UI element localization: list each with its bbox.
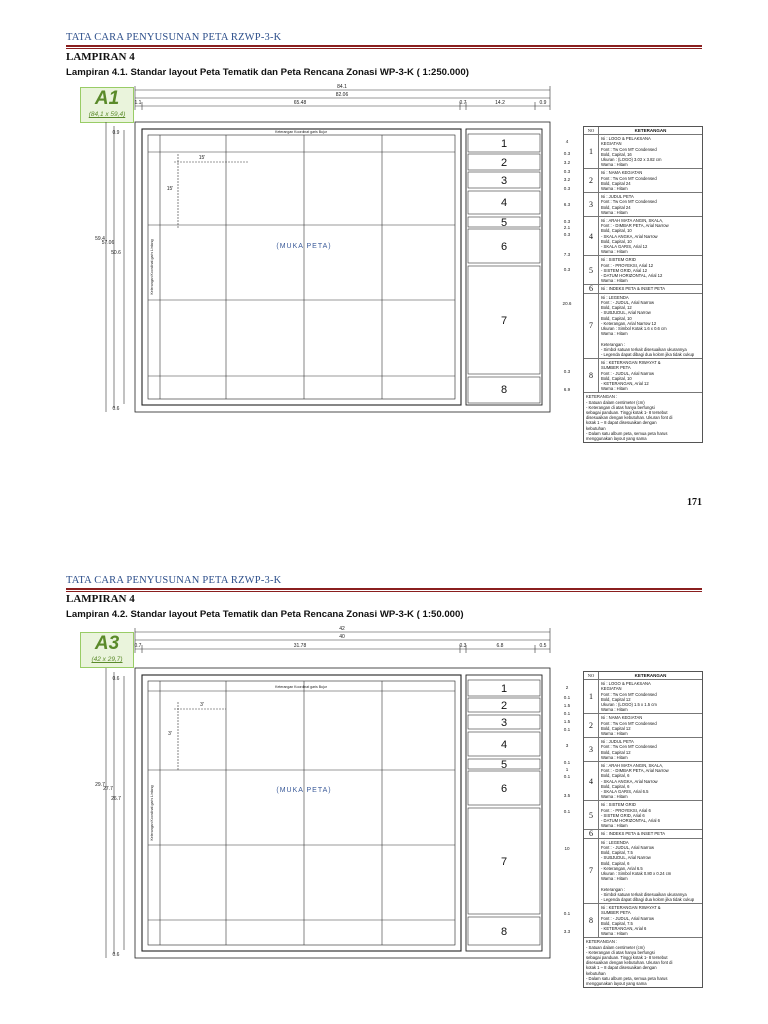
legend-row — [584, 800, 702, 829]
right-dim-5: 3.2 — [563, 177, 571, 182]
legend-header-row — [584, 127, 702, 134]
legend-row-text: Isi : NAMA KEGIATAN Font : Tw Cen MT Condensed Bold, Capital 12 Warna : Hitam — [601, 715, 657, 737]
legend-row-text: Isi : KETERANGAN RIWAYAT & SUMBER PETA Font : - JUDUL, Arial Narrow Bold, Capital, 7.5 - KETERANGAN, Arial 6 Warna : Hitam — [601, 905, 661, 937]
right-dim-13: 10 — [564, 846, 570, 851]
dim-seg-1: 1.1 — [134, 100, 142, 106]
legend-row-text: Isi : SISTEM GRID Font : - PROYEKSI, Arial 12 - SISTEM GRID, Arial 12 - DATUM HORIZONTAL, Arial 12 Warna : Hitam — [601, 257, 663, 284]
legend-row — [584, 168, 702, 192]
dim-bottom-margin: 0.6 — [112, 952, 120, 958]
legend-row-no: 3 — [584, 193, 599, 216]
right-dim-3: 3.2 — [563, 160, 571, 165]
legend-row-no: 1 — [584, 680, 599, 713]
right-dim-5: 1.5 — [563, 719, 571, 724]
legend-row-text: Isi : LOGO & PELAKSANA KEGIATAN Font : Tw Cen MT Condensed Bold, Capital 12 Ukuran : (LOGO) 1.5 x 1.5 cm Warna : Hitam — [601, 681, 657, 713]
dim-frame-height: 50.6 — [111, 250, 121, 256]
right-dim-4: 0.1 — [563, 711, 571, 716]
grid-h-label: 15' — [198, 155, 206, 161]
page-number: 171 — [687, 497, 702, 508]
frame-top-label: Keterangan Koordinat garis Bujur — [275, 130, 327, 134]
legend-row-no: 8 — [584, 904, 599, 937]
header-rule — [66, 45, 702, 47]
dim-seg-2: 31.78 — [293, 643, 307, 649]
right-dim-15: 3.3 — [563, 929, 571, 934]
dim-frame-height: 26.7 — [111, 796, 121, 802]
panel-box-4: 4 — [500, 739, 508, 751]
legend-header-row — [584, 672, 702, 679]
right-dim-14: 0.1 — [563, 911, 571, 916]
layout-drawing — [60, 80, 580, 440]
grid-v-label: 3' — [168, 731, 172, 737]
legend-table — [583, 126, 703, 443]
grid-v-label: 15' — [166, 186, 174, 192]
legend-row-no: 7 — [584, 839, 599, 903]
legend-row — [584, 737, 702, 761]
legend-row-text: Isi : ARAH MATA ANGIN, SKALA, Font : - DIMBAR PETA, Arial Narrow Bold, Capital, 10 - SKALA ANGKA, Arial Narrow Bold, Capital, 10 - SKALA GARIS, Arial 12 Warna : Hitam — [601, 218, 669, 255]
legend-row-no: 6 — [584, 830, 599, 837]
sheet-size: (42 x 29,7) — [91, 656, 123, 663]
panel-box-6: 6 — [500, 241, 508, 253]
layout-drawing — [60, 620, 580, 980]
header-title: TATA CARA PENYUSUNAN PETA RZWP-3-K — [66, 575, 282, 586]
legend-header-no: NO — [584, 672, 599, 679]
right-dim-11: 3.5 — [563, 793, 571, 798]
sheet-code: A3 — [94, 633, 120, 654]
dim-top-margin: 0.9 — [112, 130, 120, 136]
dim-total-height: 29.7 — [95, 782, 105, 788]
legend-row — [584, 679, 702, 713]
dim-seg-3: 0.7 — [459, 100, 467, 106]
panel-box-6: 6 — [500, 783, 508, 795]
legend-row — [584, 713, 702, 737]
figure-caption: Lampiran 4.2. Standar layout Peta Tematik dan Peta Rencana Zonasi WP-3-K ( 1:50.000) — [66, 609, 464, 620]
dim-total-width: 42 — [339, 626, 345, 632]
dim-seg-5: 0.5 — [539, 643, 547, 649]
legend-header-title: KETERANGAN — [634, 673, 667, 678]
legend-row — [584, 293, 702, 358]
legend-row-no: 4 — [584, 762, 599, 800]
panel-box-5: 5 — [500, 217, 508, 229]
frame-side-label: Keterangan Koordinat garis Lintang — [150, 239, 154, 295]
right-dim-9: 1 — [565, 767, 569, 772]
legend-row-no: 8 — [584, 359, 599, 392]
legend-row-text: Isi : NAMA KEGIATAN Font : Tw Cen MT Condensed Bold, Capital 24 Warna : Hitam — [601, 170, 657, 192]
legend-row — [584, 358, 702, 392]
sheet-code: A1 — [94, 88, 120, 109]
panel-box-1: 1 — [500, 683, 508, 695]
header-rule-thin — [66, 591, 702, 592]
right-dim-12: 0.3 — [563, 267, 571, 272]
right-dim-14: 0.3 — [563, 369, 571, 374]
panel-box-7: 7 — [500, 315, 508, 327]
panel-box-7: 7 — [500, 856, 508, 868]
legend-row — [584, 216, 702, 255]
legend-row-no: 5 — [584, 801, 599, 829]
dim-seg-4: 14.2 — [495, 100, 505, 106]
legend-header-title: KETERANGAN — [634, 128, 667, 133]
legend-row-no: 2 — [584, 714, 599, 737]
header-title: TATA CARA PENYUSUNAN PETA RZWP-3-K — [66, 32, 282, 43]
panel-box-2: 2 — [500, 157, 508, 169]
dim-seg-2: 65.48 — [293, 100, 307, 106]
panel-box-2: 2 — [500, 700, 508, 712]
right-dim-4: 0.3 — [563, 169, 571, 174]
legend-note: KETERANGAN : - Satuan dalam centimeter (cm) - Keterangan di atas hanya berfungsi sebagai panduan. Tinggi kotak 1- 8 tersebut disesuaikan dengan kebutuhan. Ukuran font di kotak 1 – 8 dapat disesuaikan dengan kebutuhan - Dalam satu album peta, semua peta harus menggunakan layout yang sama — [584, 392, 702, 442]
header-rule-thin — [66, 48, 702, 49]
sheet-size: (84,1 x 59,4) — [88, 111, 126, 118]
panel-box-3: 3 — [500, 175, 508, 187]
legend-row — [584, 255, 702, 284]
dim-seg-4: 6.8 — [496, 643, 504, 649]
frame-top-label: Keterangan Koordinat garis Bujur — [275, 685, 327, 689]
dim-inner-width: 82.06 — [335, 92, 349, 98]
dim-inner-width: 40 — [339, 634, 345, 640]
legend-row — [584, 761, 702, 800]
lampiran-label: LAMPIRAN 4 — [66, 593, 135, 605]
right-dim-1: 2 — [565, 685, 569, 690]
legend-row-no: 7 — [584, 294, 599, 358]
dim-total-height: 59.4 — [95, 236, 105, 242]
legend-row — [584, 829, 702, 837]
dim-top-margin: 0.6 — [112, 676, 120, 682]
legend-row-no: 1 — [584, 135, 599, 168]
right-dim-2: 0.3 — [563, 151, 571, 156]
legend-row-no: 5 — [584, 256, 599, 284]
panel-box-1: 1 — [500, 138, 508, 150]
legend-row-text: Isi : JUDUL PETA Font : Tw Cen MT Condensed Bold, Capital 24 Warna : Hitam — [601, 194, 657, 215]
legend-row — [584, 134, 702, 168]
panel-box-5: 5 — [500, 759, 508, 771]
legend-row — [584, 192, 702, 216]
legend-row-text: Isi : SISTEM GRID Font : - PROYEKSI, Arial 6 - SISTEM GRID, Arial 6 - DATUM HORIZONTAL, Arial 6 Warna : Hitam — [601, 802, 660, 829]
legend-row-text: Isi : JUDUL PETA Font : Tw Cen MT Condensed Bold, Capital 12 Warna : Hitam — [601, 739, 657, 760]
panel-box-3: 3 — [500, 717, 508, 729]
legend-row-no: 4 — [584, 217, 599, 255]
dim-inner-height: 27.7 — [103, 786, 113, 792]
right-dim-10: 0.3 — [563, 232, 571, 237]
right-dim-2: 0.1 — [563, 695, 571, 700]
grid-h-label: 3' — [200, 702, 204, 708]
dim-inner-height: 57.06 — [101, 240, 115, 246]
legend-row-text: Isi : LOGO & PELAKSANA KEGIATAN Font : Tw Cen MT Condensed Bold, Capital, 16 Ukuran : (LOGO) 3.02 x 3.82 cm Warna : Hitam — [601, 136, 662, 168]
right-dim-9: 2.1 — [563, 225, 571, 230]
right-dim-1: 4 — [565, 139, 569, 144]
map-face-label: (MUKA PETA) — [276, 787, 332, 794]
legend-row-no: 3 — [584, 738, 599, 761]
panel-box-8: 8 — [500, 384, 508, 396]
legend-row-text: Isi : INDEKS PETA & INSET PETA — [601, 831, 665, 837]
legend-note: KETERANGAN : - Satuan dalam centimeter (cm) - Keterangan di atas hanya berfungsi sebagai panduan. Tinggi kotak 1- 8 tersebut disesuaikan dengan kebutuhan. Ukuran font di kotak 1 – 8 dapat disesuaikan dengan kebutuhan - Dalam satu album peta, semua peta harus menggunakan layout yang sama — [584, 937, 702, 987]
panel-box-4: 4 — [500, 197, 508, 209]
right-dim-6: 0.3 — [563, 186, 571, 191]
header-rule — [66, 588, 702, 590]
right-dim-13: 20.6 — [562, 301, 572, 306]
legend-row — [584, 284, 702, 292]
lampiran-label: LAMPIRAN 4 — [66, 51, 135, 63]
dim-bottom-margin: 0.6 — [112, 406, 120, 412]
right-dim-6: 0.1 — [563, 727, 571, 732]
panel-box-8: 8 — [500, 926, 508, 938]
legend-table — [583, 671, 703, 988]
right-dim-10: 0.1 — [563, 774, 571, 779]
page-lampiran-4-2 — [0, 540, 768, 1024]
right-dim-15: 6.9 — [563, 387, 571, 392]
right-dim-11: 7.3 — [563, 252, 571, 257]
right-dim-8: 0.3 — [563, 219, 571, 224]
legend-row — [584, 838, 702, 903]
legend-row-text: Isi : LEGENDA Font : - JUDUL, Arial Narrow Bold, Capital, 7.5 - SUBJUDUL, Arial Narrow Bold, Capital, 6 - Keterangan, Arial 6.5 Ukuran : Simbol Kotak 0.80 x 0.24 cm Warna : Hitam Keterangan : - Simbol satuan terkait disesuaikan ukurannya - Legenda dapat dibagi dua kolom jika tidak cukup — [601, 839, 695, 902]
legend-row-no: 2 — [584, 169, 599, 192]
right-dim-8: 0.1 — [563, 760, 571, 765]
dim-seg-1: 0.7 — [134, 643, 142, 649]
legend-row-text: Isi : LEGENDA Font : - JUDUL, Arial Narrow Bold, Capital, 12 - SUBJUDUL, Arial Narrow Bold, Capital, 10 - Keterangan, Arial Narrow 12 Ukuran : Simbol Kotak 1.6 x 0.6 cm Warna : Hitam Keterangan : - Simbol satuan terkait disesuaikan ukurannya - Legenda dapat dibagi dua kolom jika tidak cukup — [601, 294, 695, 357]
frame-side-label: Keterangan Koordinat garis Lintang — [150, 785, 154, 841]
legend-row-text: Isi : KETERANGAN RIWAYAT & SUMBER PETA Font : - JUDUL, Arial Narrow Bold, Capital, 10 - KETERANGAN, Arial 12 Warna : Hitam — [601, 360, 661, 392]
right-dim-12: 0.1 — [563, 809, 571, 814]
right-dim-7: 3 — [565, 743, 569, 748]
right-dim-3: 1.5 — [563, 703, 571, 708]
legend-row-no: 6 — [584, 285, 599, 292]
legend-row — [584, 903, 702, 937]
legend-row-text: Isi : ARAH MATA ANGIN, SKALA, Font : - DIMBAR PETA, Arial Narrow Bold, Capital, 6 - SKALA ANGKA, Arial Narrow Bold, Capital, 6 - SKALA GARIS, Arial 6.5 Warna : Hitam — [601, 763, 669, 800]
dim-total-width: 84.1 — [337, 84, 347, 90]
map-face-label: (MUKA PETA) — [276, 243, 332, 250]
legend-header-no: NO — [584, 127, 599, 134]
legend-row-text: Isi : INDEKS PETA & INSET PETA — [601, 286, 665, 292]
dim-seg-3: 0.3 — [459, 643, 467, 649]
dim-seg-5: 0.9 — [539, 100, 547, 106]
figure-caption: Lampiran 4.1. Standar layout Peta Tematik dan Peta Rencana Zonasi WP-3-K ( 1:250.000) — [66, 67, 469, 78]
right-dim-7: 6.3 — [563, 202, 571, 207]
